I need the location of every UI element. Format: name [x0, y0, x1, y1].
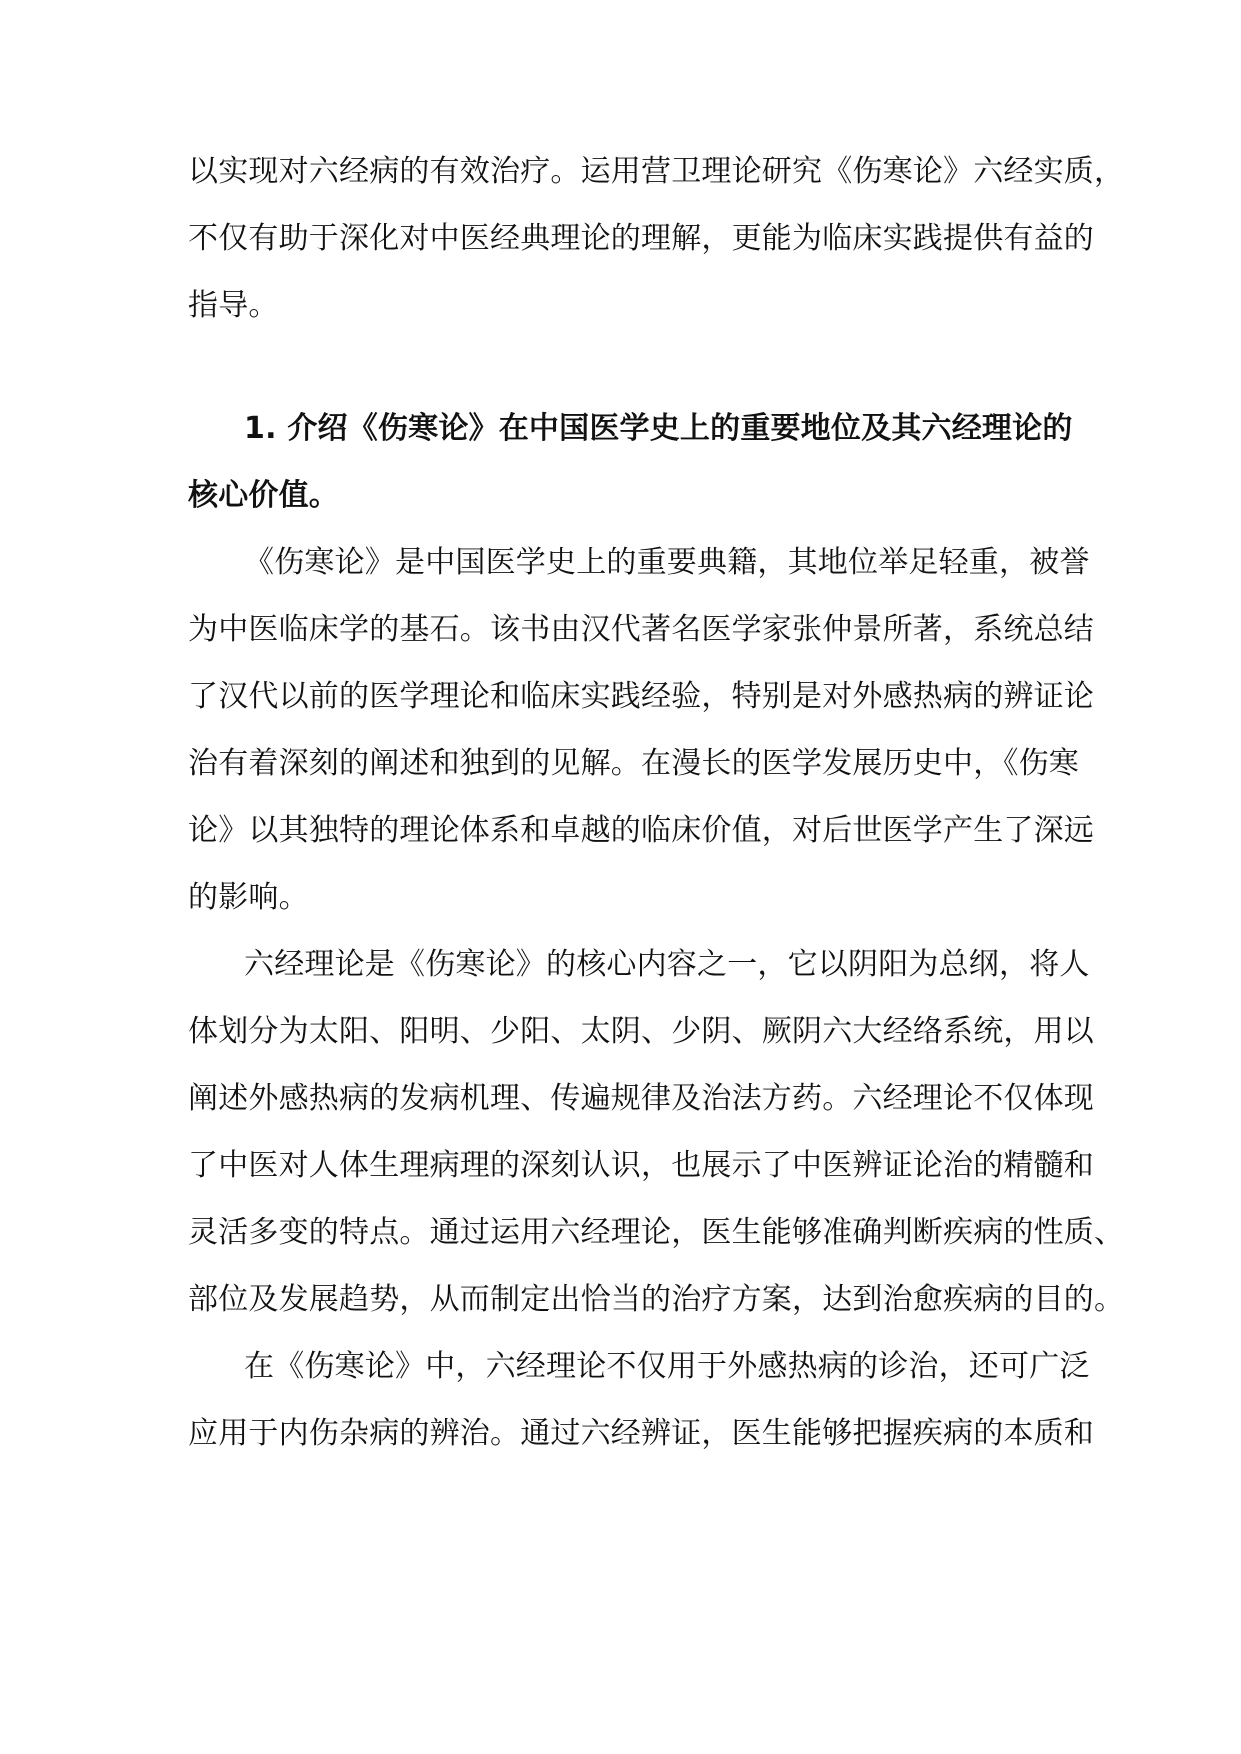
text-line: 以实现对六经病的有效治疗。运用营卫理论研究《伤寒论》六经实质， — [188, 154, 1125, 189]
paragraph-2 — [188, 931, 1125, 1333]
text-line: 应用于内伤杂病的辨治。通过六经辨证，医生能够把握疾病的本质和 — [188, 1416, 1094, 1451]
text-line: 《伤寒论》是中国医学史上的重要典籍，其地位举足轻重，被誉 — [244, 545, 1090, 580]
text-line: 体划分为太阳、阳明、少阳、太阴、少阴、厥阴六大经络系统，用以 — [188, 1014, 1094, 1049]
text-line: 部位及发展趋势，从而制定出恰当的治疗方案，达到治愈疾病的目的。 — [188, 1282, 1125, 1317]
section-heading — [188, 395, 1073, 529]
document-body — [188, 138, 1125, 1467]
heading-line: 1. 介绍《伤寒论》在中国医学史上的重要地位及其六经理论的 — [244, 411, 1073, 446]
text-line: 指导。 — [188, 288, 279, 323]
text-line: 论》以其独特的理论体系和卓越的临床价值，对后世医学产生了深远 — [188, 813, 1094, 848]
intro-paragraph — [188, 138, 1125, 339]
text-line: 阐述外感热病的发病机理、传遍规律及治法方药。六经理论不仅体现 — [188, 1081, 1094, 1116]
heading-line: 核心价值。 — [188, 478, 339, 513]
text-line: 六经理论是《伤寒论》的核心内容之一，它以阴阳为总纲，将人 — [244, 947, 1090, 982]
text-line: 在《伤寒论》中，六经理论不仅用于外感热病的诊治，还可广泛 — [244, 1349, 1090, 1384]
text-line: 为中医临床学的基石。该书由汉代著名医学家张仲景所著，系统总结 — [188, 612, 1094, 647]
paragraph-1 — [188, 529, 1094, 931]
paragraph-3 — [188, 1333, 1094, 1467]
text-line: 灵活多变的特点。通过运用六经理论，医生能够准确判断疾病的性质、 — [188, 1215, 1125, 1250]
text-line: 治有着深刻的阐述和独到的见解。在漫长的医学发展历史中，《伤寒 — [188, 746, 1079, 781]
text-line: 的影响。 — [188, 880, 309, 915]
spacer — [188, 339, 1054, 395]
text-line: 了中医对人体生理病理的深刻认识，也展示了中医辨证论治的精髓和 — [188, 1148, 1094, 1183]
text-line: 不仅有助于深化对中医经典理论的理解，更能为临床实践提供有益的 — [188, 221, 1094, 256]
text-line: 了汉代以前的医学理论和临床实践经验，特别是对外感热病的辨证论 — [188, 679, 1094, 714]
